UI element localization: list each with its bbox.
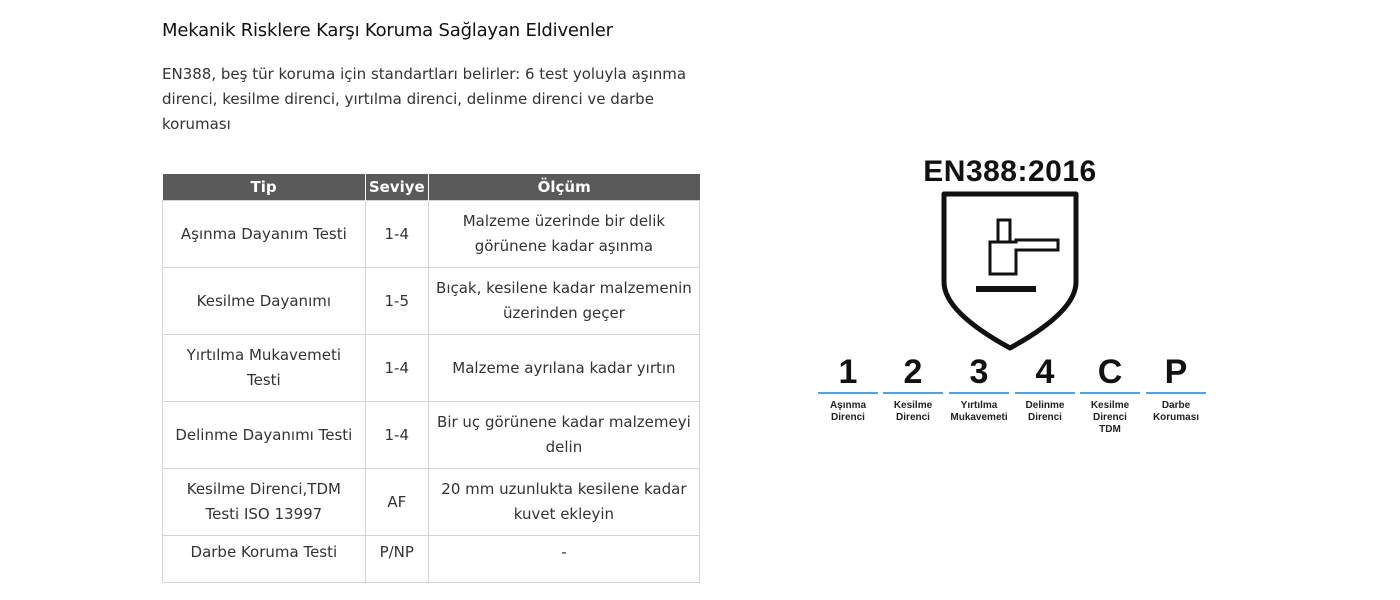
rating-digit: P [1164, 353, 1188, 391]
digit-underline [883, 392, 943, 394]
digit-caption: Kesilme Direnci TDM [1090, 400, 1130, 435]
digit-caption: Delinme Direnci [1025, 400, 1065, 423]
en388-test-table [162, 174, 700, 583]
en388-title: EN388:2016 [923, 155, 1097, 188]
cell-tip: Kesilme Direnci,TDM Testi ISO 13997 [163, 469, 366, 536]
digit-caption: Kesilme Direnci [893, 400, 933, 423]
cell-olcum: Malzeme üzerinde bir delik görünene kadar aşınma [428, 201, 699, 268]
digit-caption: Yırtılma Mukavemeti [950, 400, 1008, 423]
header-seviye: Seviye [365, 174, 428, 201]
rating-digit: 1 [838, 353, 858, 391]
table-row [163, 536, 700, 583]
cell-olcum: 20 mm uzunlukta kesilene kadar kuvet ekleyin [428, 469, 699, 536]
rating-digit: 3 [969, 353, 989, 391]
en388-pictogram [810, 150, 1210, 450]
cell-tip: Aşınma Dayanım Testi [163, 201, 366, 268]
cell-olcum: Bıçak, kesilene kadar malzemenin üzerinden geçer [428, 268, 699, 335]
digit-underline [1015, 392, 1075, 394]
glove-hammer-shield-icon [940, 190, 1080, 352]
table-header-row [163, 174, 700, 201]
page-title: Mekanik Risklere Karşı Koruma Sağlayan Eldivenler [162, 20, 613, 41]
table-row [163, 402, 700, 469]
cell-tip: Kesilme Dayanımı [163, 268, 366, 335]
header-tip: Tip [163, 174, 366, 201]
rating-digit: 4 [1035, 353, 1055, 391]
cell-seviye: 1-4 [365, 335, 428, 402]
digit-caption: Darbe Koruması [1152, 400, 1200, 423]
digit-underline [949, 392, 1009, 394]
rating-digit: C [1097, 353, 1123, 391]
cell-seviye: AF [365, 469, 428, 536]
table-row [163, 201, 700, 268]
header-olcum: Ölçüm [428, 174, 699, 201]
rating-digit: 2 [903, 353, 923, 391]
cell-seviye: 1-5 [365, 268, 428, 335]
digit-caption: Aşınma Direnci [829, 400, 867, 423]
intro-paragraph: EN388, beş tür koruma için standartları belirler: 6 test yoluyla aşınma direnci, kesilme direnci, yırtılma direnci, delinme direnci ve darbe koruması [162, 65, 687, 133]
digit-underline [818, 392, 878, 394]
cell-olcum: Bir uç görünene kadar malzemeyi delin [428, 402, 699, 469]
digit-underline [1146, 392, 1206, 394]
cell-seviye: P/NP [365, 536, 428, 583]
cell-seviye: 1-4 [365, 201, 428, 268]
table-row [163, 469, 700, 536]
cell-tip: Darbe Koruma Testi [163, 536, 366, 583]
cell-tip: Delinme Dayanımı Testi [163, 402, 366, 469]
digit-underline [1080, 392, 1140, 394]
cell-tip: Yırtılma Mukavemeti Testi [163, 335, 366, 402]
table-row [163, 335, 700, 402]
cell-olcum: Malzeme ayrılana kadar yırtın [428, 335, 699, 402]
cell-olcum: - [428, 536, 699, 583]
table-row [163, 268, 700, 335]
cell-seviye: 1-4 [365, 402, 428, 469]
